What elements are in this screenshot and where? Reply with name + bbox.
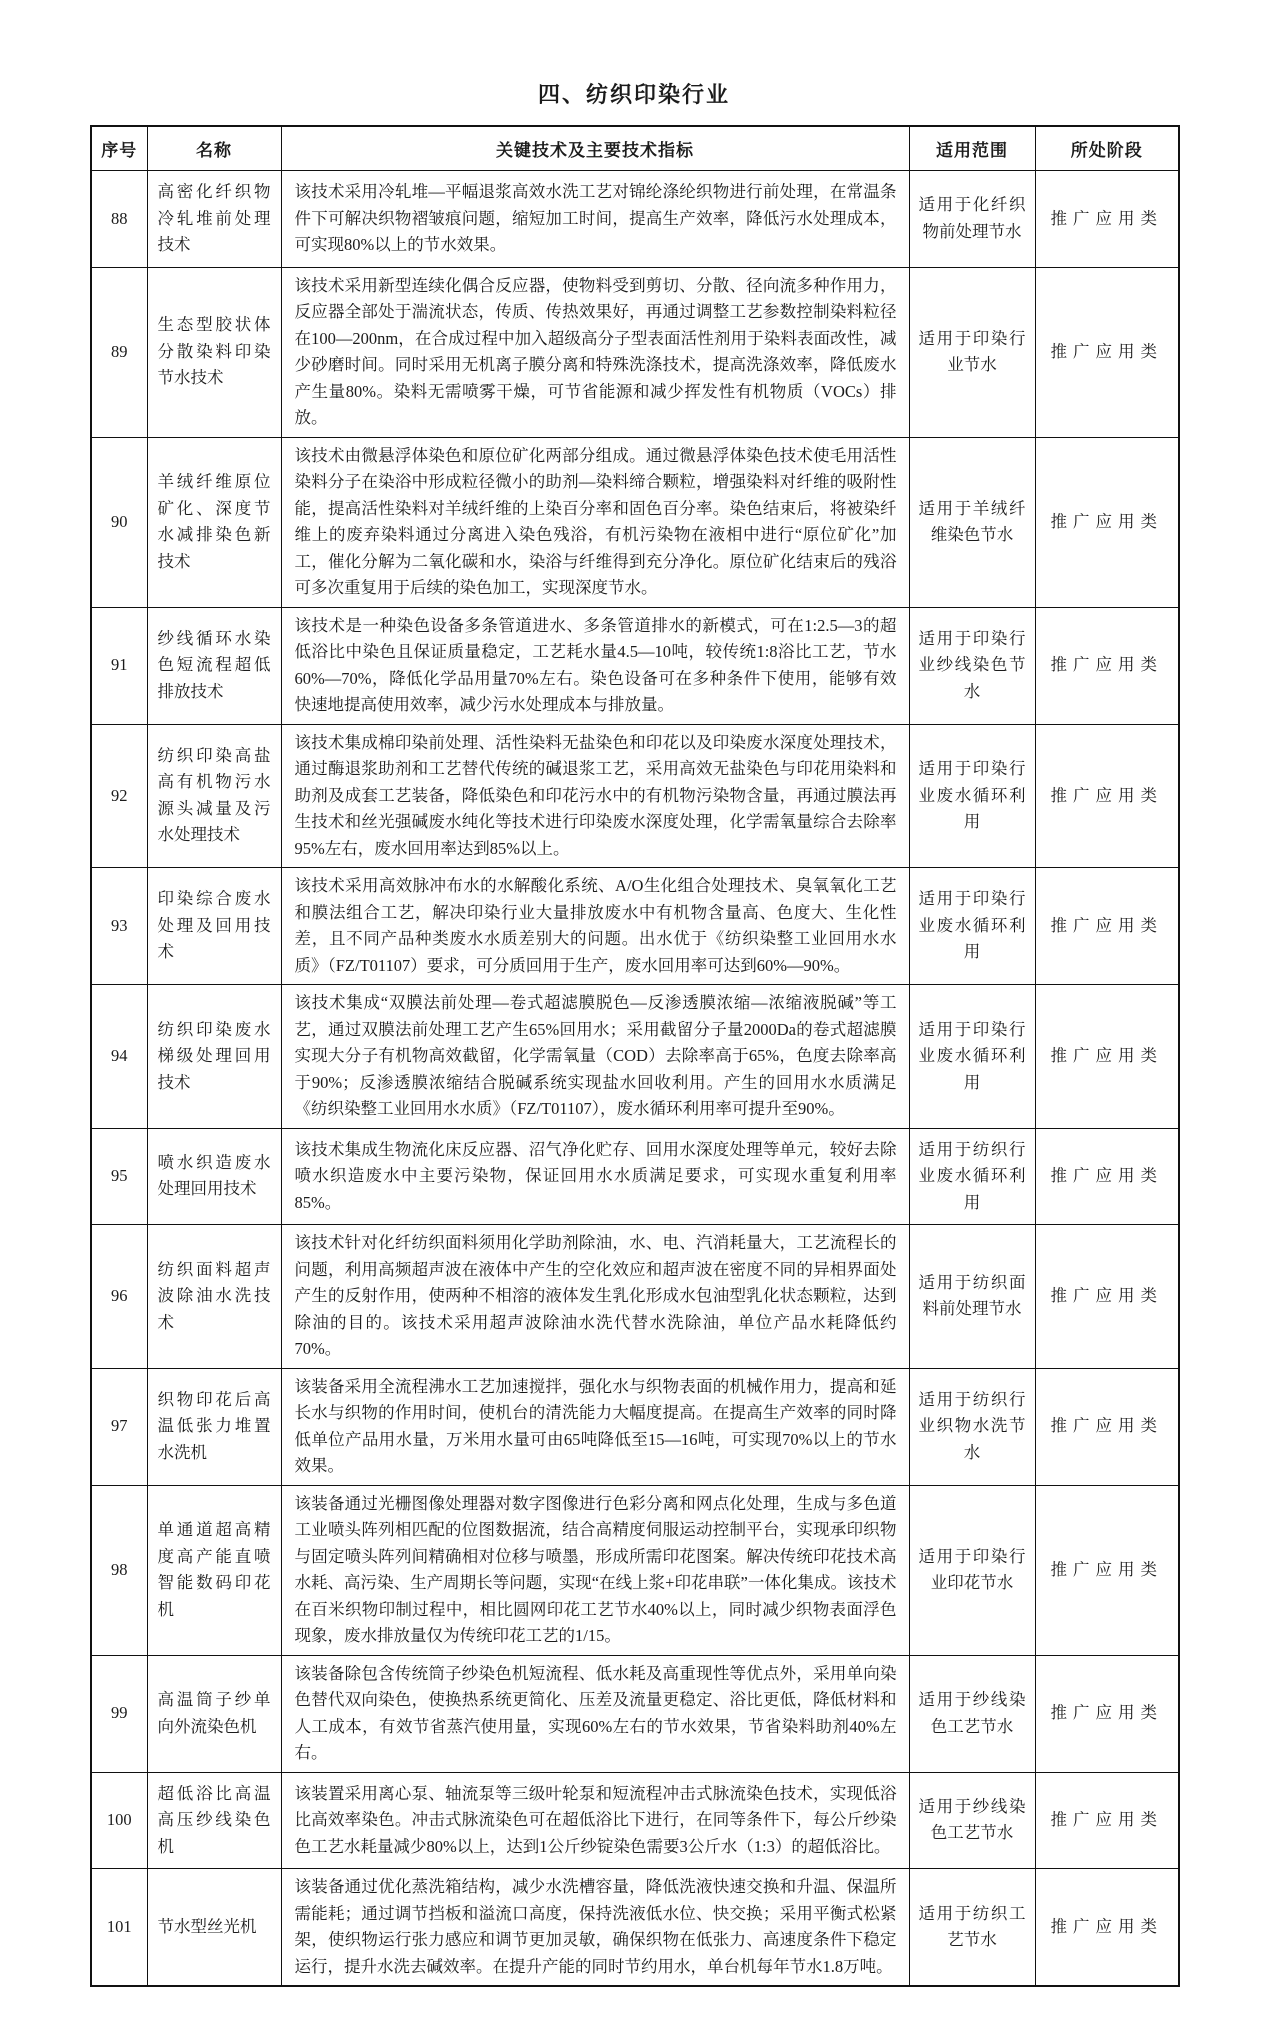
table-row: [91, 868, 1179, 985]
cell-key-technology: 该技术针对化纤纺织面料须用化学助剂除油，水、电、汽消耗量大，工艺流程长的问题，利用高频超声波在液体中产生的空化效应和超声波在密度不同的异相界面处产生的反射作用，使两种不相溶的液体发生乳化形成水包油型乳化状态颗粒，达到除油的目的。该技术采用超声波除油水洗代替水洗除油，单位产品水耗降低约70%。: [281, 1225, 909, 1369]
cell-stage: 推广应用类: [1035, 1485, 1179, 1655]
cell-technology-name: 生态型胶状体分散染料印染节水技术: [147, 267, 281, 437]
table-row: [91, 1128, 1179, 1225]
table-row: [91, 1655, 1179, 1772]
cell-applicable-scope: 适用于纱线染色工艺节水: [909, 1772, 1035, 1869]
cell-key-technology: 该技术采用冷轧堆—平幅退浆高效水洗工艺对锦纶涤纶织物进行前处理，在常温条件下可解决织物褶皱痕问题，缩短加工时间，提高生产效率，降低污水处理成本，可实现80%以上的节水效果。: [281, 171, 909, 268]
cell-key-technology: 该装备通过优化蒸洗箱结构，减少水洗槽容量，降低洗液快速交换和升温、保温所需能耗；通过调节挡板和溢流口高度，保持洗液低水位、快交换；采用平衡式松紧架，使织物运行张力感应和调节更加灵敏，确保织物在低张力、高速度条件下稳定运行，提升水洗去碱效率。在提升产能的同时节约用水，单台机每年节水1.8万吨。: [281, 1869, 909, 1987]
cell-stage: 推广应用类: [1035, 985, 1179, 1129]
table-row: [91, 1368, 1179, 1485]
cell-applicable-scope: 适用于纱线染色工艺节水: [909, 1655, 1035, 1772]
cell-stage: 推广应用类: [1035, 1368, 1179, 1485]
technology-table: [90, 125, 1180, 1987]
column-header-2: 关键技术及主要技术指标: [281, 126, 909, 171]
cell-serial-number: 98: [91, 1485, 147, 1655]
cell-applicable-scope: 适用于纺织面料前处理节水: [909, 1225, 1035, 1369]
cell-stage: 推广应用类: [1035, 267, 1179, 437]
column-header-1: 名称: [147, 126, 281, 171]
table-row: [91, 267, 1179, 437]
cell-stage: 推广应用类: [1035, 868, 1179, 985]
table-row: [91, 1485, 1179, 1655]
cell-key-technology: 该装备通过光栅图像处理器对数字图像进行色彩分离和网点化处理，生成与多色道工业喷头阵列相匹配的位图数据流，结合高精度伺服运动控制平台，实现承印织物与固定喷头阵列间精确相对位移与喷墨，形成所需印花图案。解决传统印花技术高水耗、高污染、生产周期长等问题，实现“在线上浆+印花串联”一体化集成。该技术在百米织物印制过程中，相比圆网印花工艺节水40%以上，同时减少织物表面浮色现象，废水排放量仅为传统印花工艺的1/15。: [281, 1485, 909, 1655]
cell-technology-name: 印染综合废水处理及回用技术: [147, 868, 281, 985]
cell-serial-number: 94: [91, 985, 147, 1129]
cell-applicable-scope: 适用于化纤织物前处理节水: [909, 171, 1035, 268]
section-title: 四、纺织印染行业: [537, 82, 730, 107]
cell-technology-name: 纺织面料超声波除油水洗技术: [147, 1225, 281, 1369]
cell-stage: 推广应用类: [1035, 1772, 1179, 1869]
cell-technology-name: 纺织印染废水梯级处理回用技术: [147, 985, 281, 1129]
cell-stage: 推广应用类: [1035, 171, 1179, 268]
cell-key-technology: 该装备采用全流程沸水工艺加速搅拌，强化水与织物表面的机械作用力，提高和延长水与织物的作用时间，使机台的清洗能力大幅度提高。在提高生产效率的同时降低单位产品用水量，万米用水量可由65吨降低至15—16吨，可实现70%以上的节水效果。: [281, 1368, 909, 1485]
cell-serial-number: 100: [91, 1772, 147, 1869]
column-header-0: 序号: [91, 126, 147, 171]
table-row: [91, 1772, 1179, 1869]
cell-technology-name: 纺织印染高盐高有机物污水源头减量及污水处理技术: [147, 724, 281, 868]
cell-serial-number: 88: [91, 171, 147, 268]
table-row: [91, 171, 1179, 268]
cell-stage: 推广应用类: [1035, 1128, 1179, 1225]
cell-applicable-scope: 适用于印染行业废水循环利用: [909, 985, 1035, 1129]
cell-applicable-scope: 适用于印染行业印花节水: [909, 1485, 1035, 1655]
column-header-3: 适用范围: [909, 126, 1035, 171]
cell-serial-number: 92: [91, 724, 147, 868]
cell-applicable-scope: 适用于纺织工艺节水: [909, 1869, 1035, 1987]
cell-technology-name: 织物印花后高温低张力堆置水洗机: [147, 1368, 281, 1485]
cell-technology-name: 高密化纤织物冷轧堆前处理技术: [147, 171, 281, 268]
cell-serial-number: 95: [91, 1128, 147, 1225]
cell-stage: 推广应用类: [1035, 607, 1179, 724]
cell-technology-name: 羊绒纤维原位矿化、深度节水减排染色新技术: [147, 437, 281, 607]
table-row: [91, 724, 1179, 868]
cell-applicable-scope: 适用于印染行业纱线染色节水: [909, 607, 1035, 724]
cell-serial-number: 90: [91, 437, 147, 607]
header-row: [91, 126, 1179, 171]
table-row: [91, 607, 1179, 724]
cell-key-technology: 该技术采用新型连续化偶合反应器，使物料受到剪切、分散、径向流多种作用力，反应器全部处于湍流状态，传质、传热效果好，再通过调整工艺参数控制染料粒径在100—200nm，在合成过程中加入超级高分子型表面活性剂用于染料表面改性，减少砂磨时间。同时采用无机离子膜分离和特殊洗涤技术，提高洗涤效率，降低废水产生量80%。染料无需喷雾干燥，可节省能源和减少挥发性有机物质（VOCs）排放。: [281, 267, 909, 437]
cell-applicable-scope: 适用于印染行业废水循环利用: [909, 868, 1035, 985]
cell-key-technology: 该技术由微悬浮体染色和原位矿化两部分组成。通过微悬浮体染色技术使毛用活性染料分子在染浴中形成粒径微小的助剂—染料缔合颗粒，增强染料对纤维的吸附性能，提高活性染料对羊绒纤维的上染百分率和固色百分率。染色结束后，将被染纤维上的废弃染料通过分离进入染色残浴，有机污染物在液相中进行“原位矿化”加工，催化分解为二氧化碳和水，染浴与纤维得到充分净化。原位矿化结束后的残浴可多次重复用于后续的染色加工，实现深度节水。: [281, 437, 909, 607]
cell-key-technology: 该技术集成“双膜法前处理—卷式超滤膜脱色—反渗透膜浓缩—浓缩液脱碱”等工艺，通过双膜法前处理工艺产生65%回用水；采用截留分子量2000Da的卷式超滤膜实现大分子有机物高效截留，化学需氧量（COD）去除率高于65%，色度去除率高于90%；反渗透膜浓缩结合脱碱系统实现盐水回收利用。产生的回用水水质满足《纺织染整工业回用水水质》（FZ/T01107），废水循环利用率可提升至90%。: [281, 985, 909, 1129]
cell-key-technology: 该装置采用离心泵、轴流泵等三级叶轮泵和短流程冲击式脉流染色技术，实现低浴比高效率染色。冲击式脉流染色可在超低浴比下进行，在同等条件下，每公斤纱染色工艺水耗量减少80%以上，达到1公斤纱锭染色需要3公斤水（1:3）的超低浴比。: [281, 1772, 909, 1869]
cell-key-technology: 该技术是一种染色设备多条管道进水、多条管道排水的新模式，可在1:2.5—3的超低浴比中染色且保证质量稳定，工艺耗水量4.5—10吨，较传统1:8浴比工艺，节水60%—70%，降低化学品用量70%左右。染色设备可在多种条件下使用，能够有效快速地提高使用效率，减少污水处理成本与排放量。: [281, 607, 909, 724]
cell-stage: 推广应用类: [1035, 724, 1179, 868]
table-body: [91, 171, 1179, 1987]
cell-serial-number: 91: [91, 607, 147, 724]
cell-technology-name: 单通道超高精度高产能直喷智能数码印花机: [147, 1485, 281, 1655]
cell-technology-name: 超低浴比高温高压纱线染色机: [147, 1772, 281, 1869]
cell-serial-number: 89: [91, 267, 147, 437]
cell-applicable-scope: 适用于羊绒纤维染色节水: [909, 437, 1035, 607]
cell-key-technology: 该技术采用高效脉冲布水的水解酸化系统、A/O生化组合处理技术、臭氧氧化工艺和膜法组合工艺，解决印染行业大量排放废水中有机物含量高、色度大、生化性差，且不同产品种类废水水质差别大的问题。出水优于《纺织染整工业回用水水质》（FZ/T01107）要求，可分质回用于生产，废水回用率可达到60%—90%。: [281, 868, 909, 985]
cell-technology-name: 高温筒子纱单向外流染色机: [147, 1655, 281, 1772]
table-row: [91, 1225, 1179, 1369]
cell-serial-number: 99: [91, 1655, 147, 1772]
cell-technology-name: 节水型丝光机: [147, 1869, 281, 1987]
column-header-4: 所处阶段: [1035, 126, 1179, 171]
table-row: [91, 985, 1179, 1129]
cell-key-technology: 该装备除包含传统筒子纱染色机短流程、低水耗及高重现性等优点外，采用单向染色替代双向染色，使换热系统更简化、压差及流量更稳定、浴比更低，降低材料和人工成本，有效节省蒸汽使用量，实现60%左右的节水效果，节省染料助剂40%左右。: [281, 1655, 909, 1772]
cell-stage: 推广应用类: [1035, 1655, 1179, 1772]
cell-serial-number: 93: [91, 868, 147, 985]
cell-key-technology: 该技术集成棉印染前处理、活性染料无盐染色和印花以及印染废水深度处理技术，通过酶退浆助剂和工艺替代传统的碱退浆工艺，采用高效无盐染色与印花用染料和助剂及成套工艺装备，降低染色和印花污水中的有机物污染物含量，再通过膜法再生技术和丝光强碱废水纯化等技术进行印染废水深度处理，化学需氧量综合去除率95%左右，废水回用率达到85%以上。: [281, 724, 909, 868]
cell-stage: 推广应用类: [1035, 1869, 1179, 1987]
cell-stage: 推广应用类: [1035, 1225, 1179, 1369]
cell-stage: 推广应用类: [1035, 437, 1179, 607]
cell-key-technology: 该技术集成生物流化床反应器、沼气净化贮存、回用水深度处理等单元，较好去除喷水织造废水中主要污染物，保证回用水水质满足要求，可实现水重复利用率85%。: [281, 1128, 909, 1225]
cell-technology-name: 纱线循环水染色短流程超低排放技术: [147, 607, 281, 724]
cell-serial-number: 97: [91, 1368, 147, 1485]
cell-technology-name: 喷水织造废水处理回用技术: [147, 1128, 281, 1225]
cell-applicable-scope: 适用于纺织行业织物水洗节水: [909, 1368, 1035, 1485]
table-row: [91, 437, 1179, 607]
cell-applicable-scope: 适用于印染行业节水: [909, 267, 1035, 437]
cell-serial-number: 101: [91, 1869, 147, 1987]
cell-applicable-scope: 适用于纺织行业废水循环利用: [909, 1128, 1035, 1225]
cell-serial-number: 96: [91, 1225, 147, 1369]
cell-applicable-scope: 适用于印染行业废水循环利用: [909, 724, 1035, 868]
table-row: [91, 1869, 1179, 1987]
